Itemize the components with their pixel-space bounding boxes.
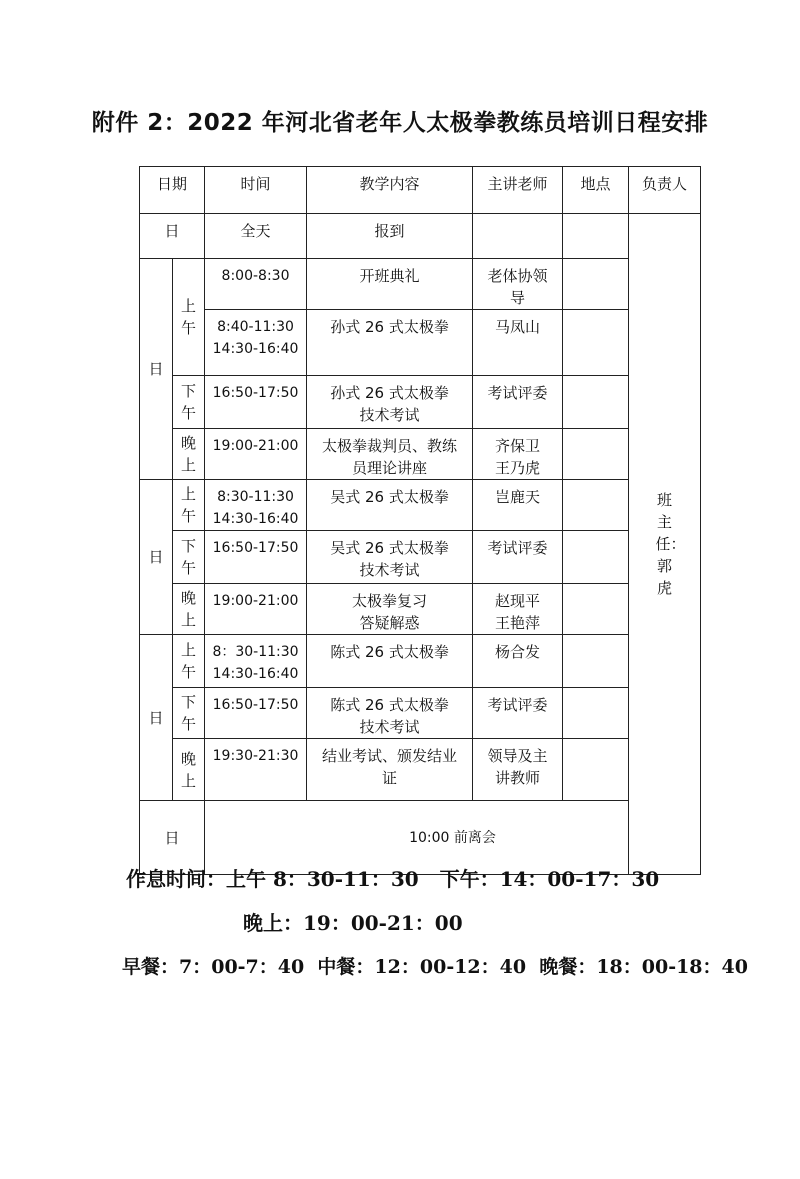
- day3-session2-teacher: 考试评委: [473, 688, 563, 739]
- document-title: 附件 2：2022 年河北省老年人太极拳教练员培训日程安排: [91, 110, 709, 136]
- day1-session1-place: [563, 259, 629, 310]
- day1-session3-place: [563, 376, 629, 429]
- day3-session3-teacher: 领导及主讲教师: [473, 739, 563, 801]
- day1-session4-teacher: 齐保卫 王乃虎: [473, 429, 563, 480]
- day1-session2-time: 8:40-11:30 14:30-16:40: [205, 310, 307, 376]
- day1-session4-row: [140, 429, 701, 480]
- day3-session3-time: 19:30-21:30: [205, 739, 307, 801]
- day1-session1-time: 8:00-8:30: [205, 259, 307, 310]
- day1-session4-time: 19:00-21:00: [205, 429, 307, 480]
- day1-session4-place: [563, 429, 629, 480]
- day2-session3-place: [563, 584, 629, 635]
- day1-session3-content: 孙式 26 式太极拳 技术考试: [307, 376, 473, 429]
- departure-text: 10:00 前离会: [205, 801, 701, 875]
- day3-session3-content: 结业考试、颁发结业证: [307, 739, 473, 801]
- day3-session2-content: 陈式 26 式太极拳 技术考试: [307, 688, 473, 739]
- day3-session2-place: [563, 688, 629, 739]
- day2-session2-row: [140, 531, 701, 584]
- day1-session3-row: [140, 376, 701, 429]
- day3-session1-teacher: 杨合发: [473, 635, 563, 688]
- day2-session3-content: 太极拳复习 答疑解惑: [307, 584, 473, 635]
- day3-session3-place: [563, 739, 629, 801]
- registration-content: 报到: [307, 214, 473, 259]
- day2-session1-time: 8:30-11:30 14:30-16:40: [205, 480, 307, 531]
- registration-place: [563, 214, 629, 259]
- day3-session1-content: 陈式 26 式太极拳: [307, 635, 473, 688]
- day3-session1-place: [563, 635, 629, 688]
- day3-label: 日: [140, 635, 173, 801]
- header-owner: 负责人: [629, 167, 701, 214]
- day1-afternoon: 下午: [173, 376, 205, 429]
- day1-session2-place: [563, 310, 629, 376]
- day1-session2-teacher: 马凤山: [473, 310, 563, 376]
- header-place: 地点: [563, 167, 629, 214]
- day3-morning: 上午: [173, 635, 205, 688]
- header-teacher: 主讲老师: [473, 167, 563, 214]
- header-date: 日期: [140, 167, 205, 214]
- header-time: 时间: [205, 167, 307, 214]
- day3-session2-row: [140, 688, 701, 739]
- header-content: 教学内容: [307, 167, 473, 214]
- day2-session1-place: [563, 480, 629, 531]
- day3-session1-time: 8：30-11:30 14:30-16:40: [205, 635, 307, 688]
- day1-session1-row: [140, 259, 701, 310]
- rest-time-line: 作息时间：上午 8：30-11：30 下午：14：00-17：30: [126, 867, 660, 891]
- day3-session1-row: [140, 635, 701, 688]
- day1-session4-content: 太极拳裁判员、教练员理论讲座: [307, 429, 473, 480]
- day1-session2-content: 孙式 26 式太极拳: [307, 310, 473, 376]
- day1-session3-teacher: 考试评委: [473, 376, 563, 429]
- day1-session2-row: [140, 310, 701, 376]
- day3-afternoon: 下午: [173, 688, 205, 739]
- day2-session2-time: 16:50-17:50: [205, 531, 307, 584]
- day2-session2-content: 吴式 26 式太极拳 技术考试: [307, 531, 473, 584]
- day2-session1-row: [140, 480, 701, 531]
- meal-time-line: 早餐：7：00-7：40 中餐：12：00-12：40 晚餐：18：00-18：40: [122, 956, 748, 978]
- day2-morning: 上午: [173, 480, 205, 531]
- owner-text: 班主任：郭虎: [655, 491, 686, 597]
- day1-session1-content: 开班典礼: [307, 259, 473, 310]
- registration-row: [140, 214, 701, 259]
- day1-morning: 上午: [173, 259, 205, 376]
- day2-session1-content: 吴式 26 式太极拳: [307, 480, 473, 531]
- day2-label: 日: [140, 480, 173, 635]
- header-row: [140, 167, 701, 214]
- day1-label: 日: [140, 259, 173, 480]
- day2-session3-row: [140, 584, 701, 635]
- day1-evening: 晚上: [173, 429, 205, 480]
- day2-evening: 晚上: [173, 584, 205, 635]
- day2-session2-teacher: 考试评委: [473, 531, 563, 584]
- schedule-table: [139, 166, 701, 875]
- registration-time: 全天: [205, 214, 307, 259]
- day3-evening: 晚上: [173, 739, 205, 801]
- day2-afternoon: 下午: [173, 531, 205, 584]
- day3-session2-time: 16:50-17:50: [205, 688, 307, 739]
- owner-cell: [629, 214, 701, 875]
- day2-session1-teacher: 岂鹿天: [473, 480, 563, 531]
- day1-session3-time: 16:50-17:50: [205, 376, 307, 429]
- day2-session2-place: [563, 531, 629, 584]
- registration-day: 日: [140, 214, 205, 259]
- registration-teacher: [473, 214, 563, 259]
- day1-session1-teacher: 老体协领导: [473, 259, 563, 310]
- day2-session3-time: 19:00-21:00: [205, 584, 307, 635]
- day3-session3-row: [140, 739, 701, 801]
- day2-session3-teacher: 赵现平 王艳萍: [473, 584, 563, 635]
- evening-time-line: 晚上：19：00-21：00: [243, 911, 463, 935]
- departure-day: 日: [140, 801, 205, 875]
